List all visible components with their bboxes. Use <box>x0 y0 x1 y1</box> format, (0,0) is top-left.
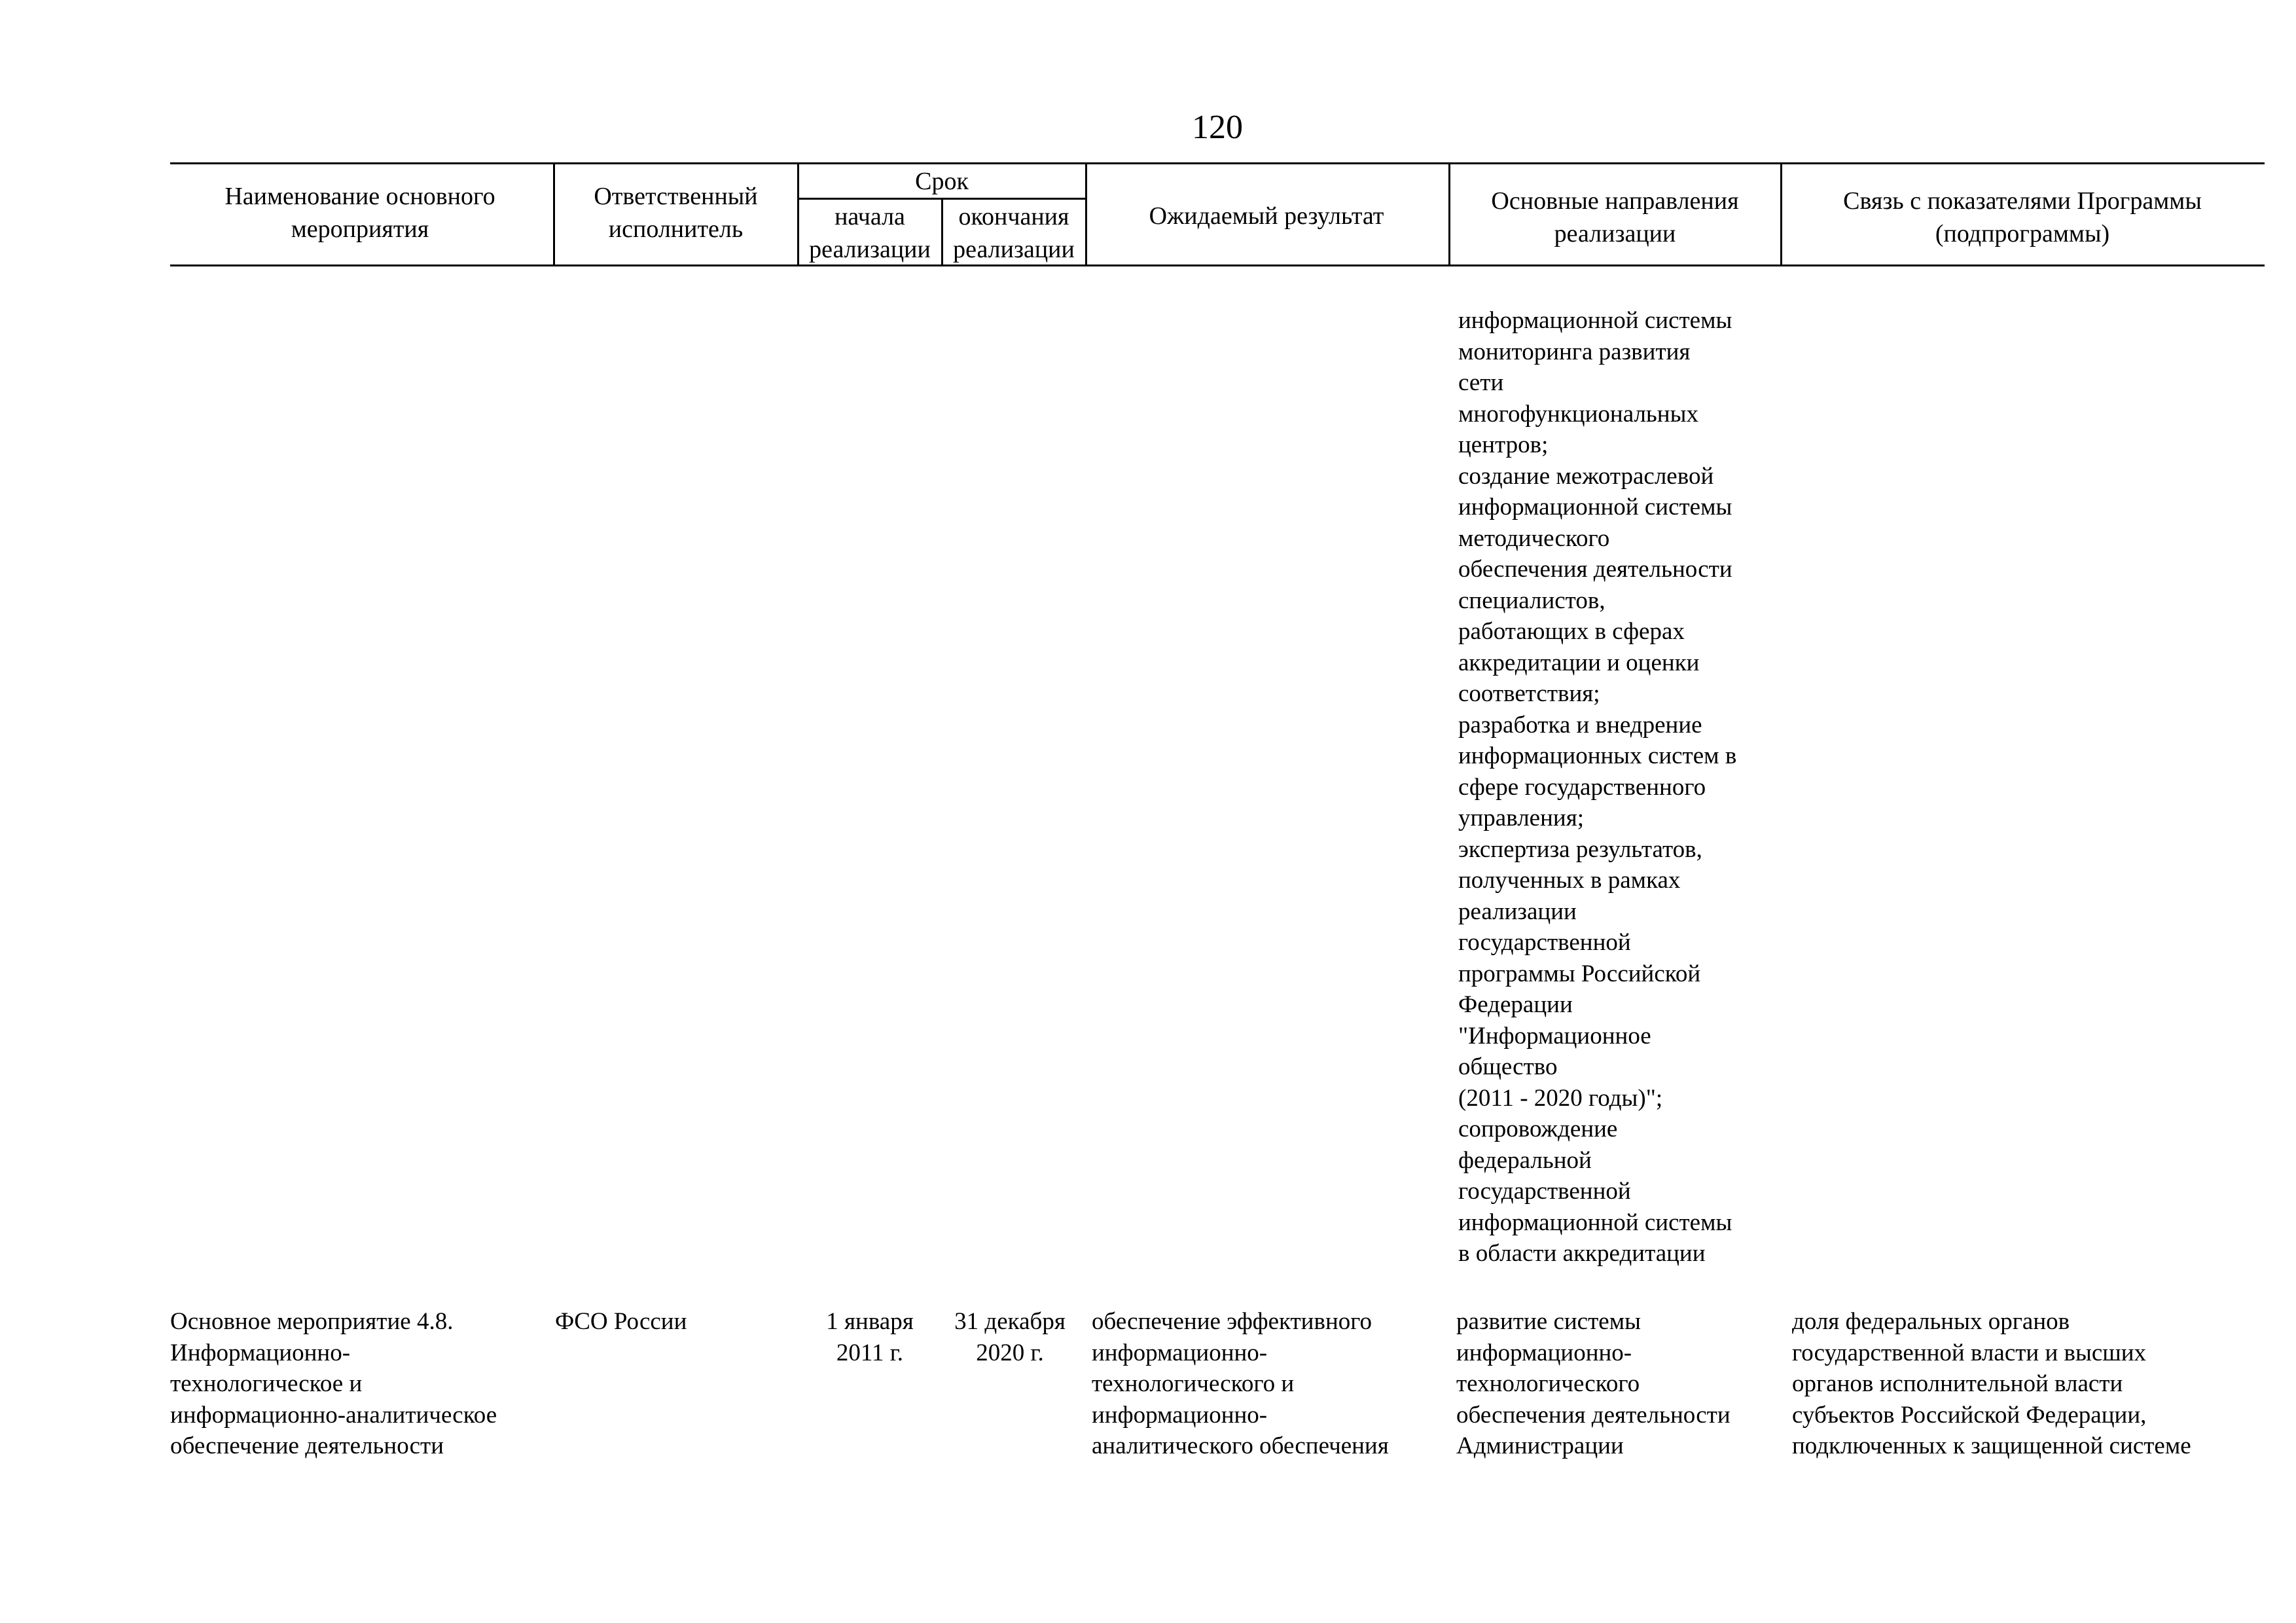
header-term: Срок <box>915 168 969 195</box>
col-divider-3 <box>941 199 943 266</box>
header-name: Наименование основного мероприятия <box>224 183 495 243</box>
header-executor: Ответственный исполнитель <box>594 183 758 243</box>
page-number: 120 <box>1192 109 1243 146</box>
header-result: Ожидаемый результат <box>1149 202 1384 230</box>
col-divider-4 <box>1085 164 1087 266</box>
row-result: обеспечение эффективного информационно- технологического и информационно- аналитического обеспечения <box>1092 1308 1389 1459</box>
header-bottom-line <box>170 264 2265 266</box>
row-link: доля федеральных органов государственной власти и высших органов исполнительной власти субъектов Российской Федерации, подключенных к защищенной системе <box>1792 1308 2191 1459</box>
col-divider-1 <box>553 164 555 266</box>
row-start: 1 января 2011 г. <box>826 1308 914 1366</box>
header-start: начала реализации <box>809 203 931 263</box>
header-end: окончания реализации <box>953 203 1075 263</box>
col-divider-6 <box>1780 164 1782 266</box>
row-name: Основное мероприятие 4.8. Информационно- технологическое и информационно-аналитическое обеспечение деятельности <box>170 1308 497 1459</box>
continued-directions-text: информационной системы мониторинга развития сети многофункциональных центров; создание межотраслевой информационной системы методического обеспечения деятельности специалистов, работающих в сферах аккредитации и оценки соответствия; разработка и внедрение информационных систем в сфере государственного управления; экспертиза результатов, полученных в рамках реализации государственной программы Российской Федерации "Информационное общество (2011 - 2020 годы)"; сопровождение федеральной государственной информационной системы в области аккредитации <box>1458 307 1737 1267</box>
col-divider-2 <box>797 164 799 266</box>
row-directions: развитие системы информационно- технологического обеспечения деятельности Администрации <box>1456 1308 1731 1459</box>
header-link: Связь с показателями Программы (подпрограммы) <box>1843 187 2202 247</box>
col-divider-5 <box>1448 164 1450 266</box>
header-directions: Основные направления реализации <box>1491 187 1739 247</box>
row-end: 31 декабря 2020 г. <box>954 1308 1066 1366</box>
header-top-line <box>170 162 2265 164</box>
row-executor: ФСО России <box>555 1308 687 1335</box>
